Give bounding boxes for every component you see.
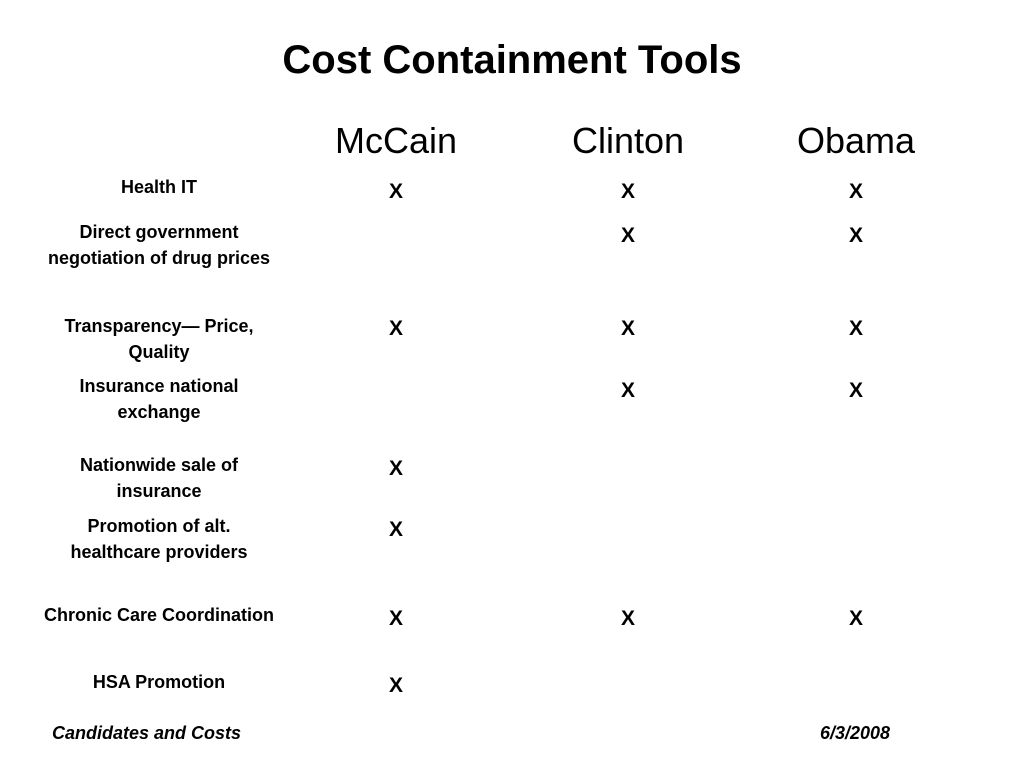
- mark-chronic-care-obama: X: [848, 607, 863, 630]
- row-label-insurance-exchange: Insurance national exchange: [79, 376, 239, 422]
- footer-date: 6/3/2008: [820, 723, 891, 743]
- row-label-health-it: Health IT: [120, 177, 197, 197]
- mark-chronic-care-mccain: X: [388, 607, 403, 630]
- footer-left-text: Candidates and Costs: [52, 723, 242, 743]
- mark-insurance-exchange-clinton: X: [620, 379, 635, 402]
- mark-drug-price-negotiation-clinton: X: [620, 224, 635, 247]
- column-header-clinton: Clinton: [571, 120, 685, 161]
- mark-hsa-promotion-mccain: X: [388, 674, 403, 697]
- mark-transparency-clinton: X: [620, 317, 635, 340]
- mark-drug-price-negotiation-obama: X: [848, 224, 863, 247]
- mark-transparency-obama: X: [848, 317, 863, 340]
- row-label-transparency: Transparency— Price, Quality: [64, 316, 254, 362]
- column-header-mccain: McCain: [334, 120, 458, 161]
- mark-insurance-exchange-obama: X: [848, 379, 863, 402]
- mark-transparency-mccain: X: [388, 317, 403, 340]
- mark-health-it-mccain: X: [388, 180, 403, 203]
- row-label-chronic-care: Chronic Care Coordination: [44, 605, 275, 625]
- mark-health-it-clinton: X: [620, 180, 635, 203]
- mark-alt-providers-mccain: X: [388, 518, 403, 541]
- column-header-obama: Obama: [796, 120, 916, 161]
- mark-health-it-obama: X: [848, 180, 863, 203]
- mark-nationwide-sale-mccain: X: [388, 457, 403, 480]
- mark-chronic-care-clinton: X: [620, 607, 635, 630]
- row-label-nationwide-sale: Nationwide sale of insurance: [79, 455, 239, 501]
- slide-title: Cost Containment Tools: [282, 38, 742, 82]
- row-label-hsa-promotion: HSA Promotion: [92, 672, 226, 692]
- row-label-drug-price-negotiation: Direct government negotiation of drug prices: [47, 222, 270, 268]
- row-label-alt-providers: Promotion of alt. healthcare providers: [70, 516, 248, 562]
